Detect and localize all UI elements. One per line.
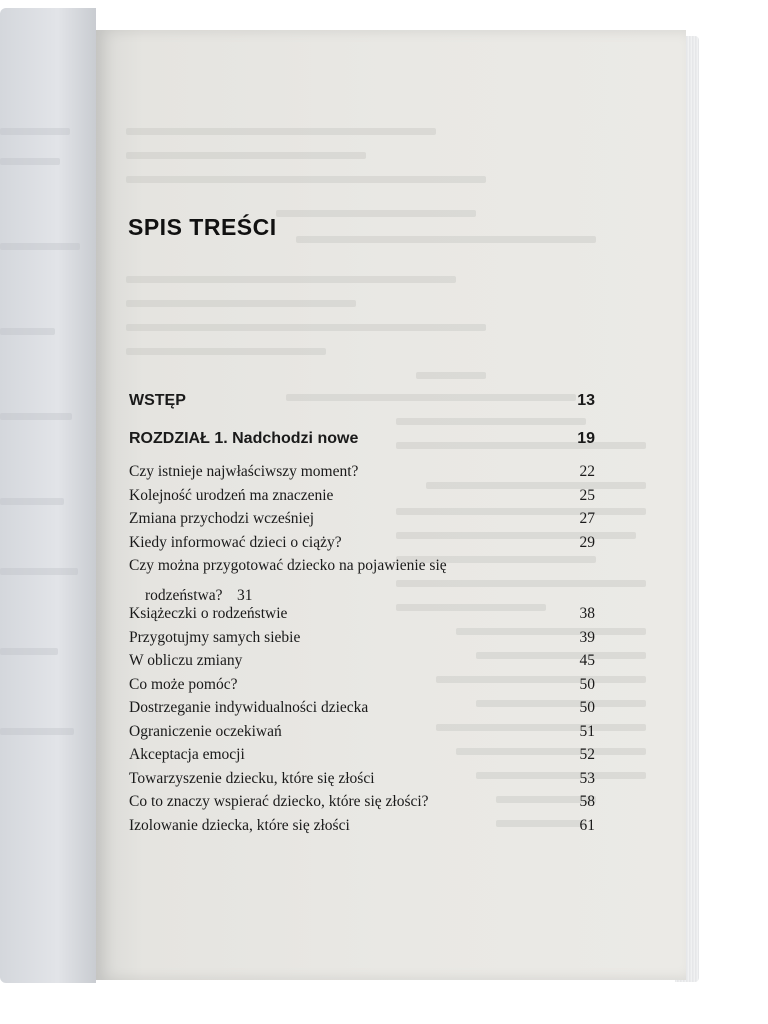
toc-page-number: 39 xyxy=(579,628,595,646)
toc-entry-label: Czy można przygotować dziecko na pojawienie się xyxy=(129,557,447,574)
toc-entry xyxy=(129,699,595,723)
toc-entry-label-continued: rodzeństwa? xyxy=(145,587,223,604)
toc-entry-label: Co to znaczy wspierać dziecko, które się złości? xyxy=(129,793,429,810)
toc-entry xyxy=(129,723,595,747)
toc-page-number: 22 xyxy=(579,463,595,480)
toc-page-number: 58 xyxy=(579,793,595,810)
toc-page-number: 25 xyxy=(579,486,595,504)
toc-page-number: 31 xyxy=(236,587,253,604)
table-of-contents xyxy=(129,392,595,840)
toc-entry-label: Dostrzeganie indywidualności dziecka xyxy=(129,699,369,716)
toc-page-number: 50 xyxy=(579,675,595,693)
toc-page-number: 50 xyxy=(579,699,595,716)
toc-entry-label: Izolowanie dziecka, które się złości xyxy=(129,816,350,834)
toc-entry-label: Ograniczenie oczekiwań xyxy=(129,722,282,740)
toc-entry xyxy=(129,770,595,794)
toc-page-number: 45 xyxy=(579,652,595,669)
left-page xyxy=(0,8,96,983)
toc-entry xyxy=(129,676,595,700)
toc-entry-label: Książeczki o rodzeństwie xyxy=(129,605,288,622)
toc-entry xyxy=(129,534,595,558)
toc-entry xyxy=(129,557,595,605)
toc-page-number: 13 xyxy=(577,392,595,409)
toc-entry-label: Towarzyszenie dziecku, które się złości xyxy=(129,769,375,787)
toc-page-number: 52 xyxy=(579,746,595,763)
toc-entry xyxy=(129,817,595,841)
toc-entry xyxy=(129,463,595,487)
toc-entry xyxy=(129,629,595,653)
toc-entry-label: W obliczu zmiany xyxy=(129,652,243,669)
toc-page-number: 29 xyxy=(579,533,595,551)
toc-entry-label: Zmiana przychodzi wcześniej xyxy=(129,510,315,527)
toc-page-number: 61 xyxy=(579,816,595,834)
toc-entry-label: Kolejność urodzeń ma znaczenie xyxy=(129,486,334,504)
toc-entry-label: Co może pomóc? xyxy=(129,675,238,693)
toc-page-number: 38 xyxy=(579,605,595,622)
toc-entry-label: Czy istnieje najwłaściwszy moment? xyxy=(129,463,359,480)
toc-entry xyxy=(129,605,595,629)
toc-page-number: 51 xyxy=(579,722,595,740)
toc-entry xyxy=(129,510,595,534)
toc-page-number: 27 xyxy=(579,510,595,527)
toc-entry-label: Kiedy informować dzieci o ciąży? xyxy=(129,533,342,551)
toc-entry xyxy=(129,487,595,511)
toc-entry xyxy=(129,793,595,817)
toc-entry-label: Akceptacja emocji xyxy=(129,746,245,763)
toc-page-number: 19 xyxy=(577,430,595,447)
toc-heading-label: WSTĘP xyxy=(129,392,186,409)
toc-heading-intro xyxy=(129,392,595,417)
toc-heading-chapter-1 xyxy=(129,430,595,455)
left-page-bleed-through xyxy=(0,8,96,983)
toc-entry xyxy=(129,746,595,770)
toc-entry xyxy=(129,652,595,676)
toc-page-number: 53 xyxy=(579,769,595,787)
book-page xyxy=(96,30,686,980)
toc-entry-label: Przygotujmy samych siebie xyxy=(129,628,301,646)
toc-title: SPIS TREŚCI xyxy=(128,214,277,240)
toc-heading-label: ROZDZIAŁ 1. Nadchodzi nowe xyxy=(129,430,359,447)
